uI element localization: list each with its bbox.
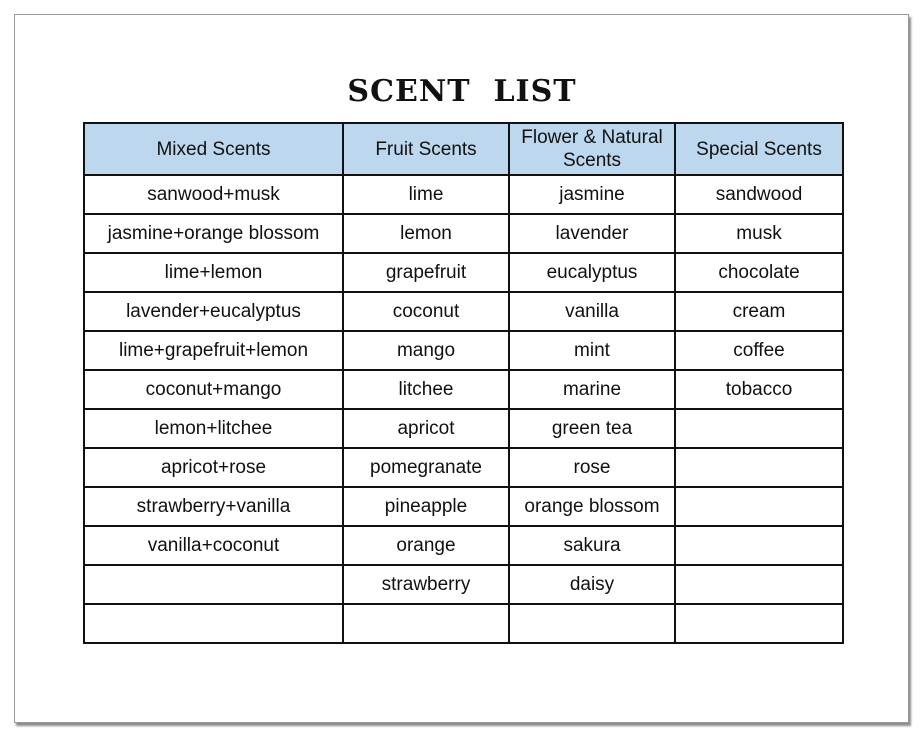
- flower-natural-scent-cell: rose: [509, 448, 675, 487]
- mixed-scent-cell: jasmine+orange blossom: [84, 214, 343, 253]
- table-row: [84, 292, 843, 331]
- fruit-scent-cell: coconut: [343, 292, 509, 331]
- fruit-scent-cell: lemon: [343, 214, 509, 253]
- fruit-scent-cell: litchee: [343, 370, 509, 409]
- column-header-fruit-scents: Fruit Scents: [343, 123, 509, 175]
- fruit-scent-cell: grapefruit: [343, 253, 509, 292]
- table-row: [84, 331, 843, 370]
- flower-natural-scent-cell: vanilla: [509, 292, 675, 331]
- mixed-scent-cell: lemon+litchee: [84, 409, 343, 448]
- table-row: [84, 370, 843, 409]
- table-row: [84, 565, 843, 604]
- table-row: [84, 448, 843, 487]
- flower-natural-scent-cell: [509, 604, 675, 643]
- special-scent-cell: tobacco: [675, 370, 843, 409]
- special-scent-cell: [675, 487, 843, 526]
- table-row: [84, 409, 843, 448]
- mixed-scent-cell: [84, 565, 343, 604]
- fruit-scent-cell: pineapple: [343, 487, 509, 526]
- column-header-mixed-scents: Mixed Scents: [84, 123, 343, 175]
- table-row: [84, 253, 843, 292]
- flower-natural-scent-cell: daisy: [509, 565, 675, 604]
- mixed-scent-cell: sanwood+musk: [84, 175, 343, 214]
- special-scent-cell: musk: [675, 214, 843, 253]
- table-header-row: [84, 123, 843, 175]
- fruit-scent-cell: lime: [343, 175, 509, 214]
- table-row: [84, 175, 843, 214]
- special-scent-cell: [675, 526, 843, 565]
- special-scent-cell: cream: [675, 292, 843, 331]
- mixed-scent-cell: vanilla+coconut: [84, 526, 343, 565]
- mixed-scent-cell: lime+grapefruit+lemon: [84, 331, 343, 370]
- column-header-flower-natural-scents: Flower & Natural Scents: [509, 123, 675, 175]
- mixed-scent-cell: coconut+mango: [84, 370, 343, 409]
- mixed-scent-cell: strawberry+vanilla: [84, 487, 343, 526]
- mixed-scent-cell: [84, 604, 343, 643]
- flower-natural-scent-cell: sakura: [509, 526, 675, 565]
- special-scent-cell: [675, 448, 843, 487]
- mixed-scent-cell: apricot+rose: [84, 448, 343, 487]
- fruit-scent-cell: strawberry: [343, 565, 509, 604]
- special-scent-cell: chocolate: [675, 253, 843, 292]
- special-scent-cell: [675, 409, 843, 448]
- flower-natural-scent-cell: green tea: [509, 409, 675, 448]
- table-row: [84, 526, 843, 565]
- special-scent-cell: sandwood: [675, 175, 843, 214]
- flower-natural-scent-cell: orange blossom: [509, 487, 675, 526]
- flower-natural-scent-cell: lavender: [509, 214, 675, 253]
- special-scent-cell: coffee: [675, 331, 843, 370]
- mixed-scent-cell: lime+lemon: [84, 253, 343, 292]
- table-row: [84, 214, 843, 253]
- table-row: [84, 604, 843, 643]
- fruit-scent-cell: pomegranate: [343, 448, 509, 487]
- flower-natural-scent-cell: eucalyptus: [509, 253, 675, 292]
- table-row: [84, 487, 843, 526]
- page-title: SCENT LIST: [347, 74, 577, 109]
- flower-natural-scent-cell: marine: [509, 370, 675, 409]
- scent-table: [83, 122, 844, 644]
- fruit-scent-cell: orange: [343, 526, 509, 565]
- special-scent-cell: [675, 604, 843, 643]
- column-header-special-scents: Special Scents: [675, 123, 843, 175]
- mixed-scent-cell: lavender+eucalyptus: [84, 292, 343, 331]
- fruit-scent-cell: mango: [343, 331, 509, 370]
- flower-natural-scent-cell: jasmine: [509, 175, 675, 214]
- fruit-scent-cell: [343, 604, 509, 643]
- flower-natural-scent-cell: mint: [509, 331, 675, 370]
- table-body: [84, 175, 843, 643]
- special-scent-cell: [675, 565, 843, 604]
- fruit-scent-cell: apricot: [343, 409, 509, 448]
